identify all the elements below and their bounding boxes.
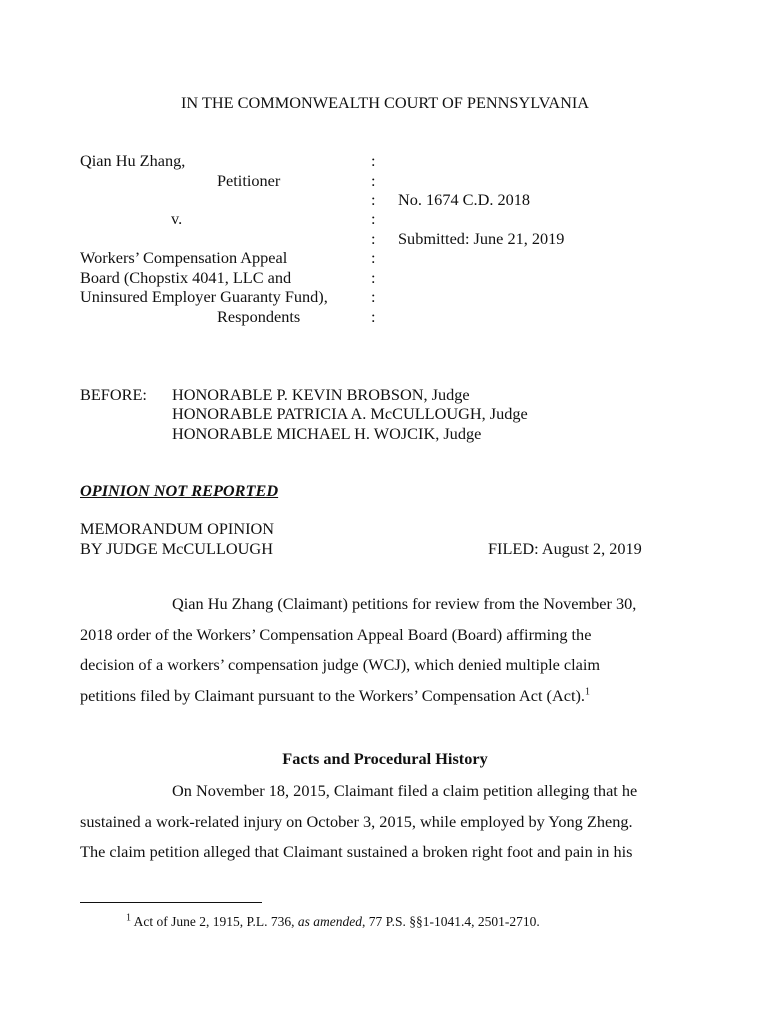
caption-colon: : [371, 171, 376, 190]
opinion-author: BY JUDGE McCULLOUGH [80, 539, 273, 558]
caption-colon: : [371, 151, 376, 170]
respondent-role: Respondents [217, 307, 301, 326]
judge-line-3: HONORABLE MICHAEL H. WOJCIK, Judge [172, 424, 482, 443]
versus: v. [171, 209, 183, 228]
docket-number: No. 1674 C.D. 2018 [398, 190, 531, 209]
filed-date: FILED: August 2, 2019 [488, 539, 642, 558]
opinion-not-reported: OPINION NOT REPORTED [80, 481, 279, 500]
footnote-text: Act of June 2, 1915, P.L. 736, [133, 914, 298, 929]
caption-colon: : [371, 190, 376, 209]
judge-line-1: HONORABLE P. KEVIN BROBSON, Judge [172, 385, 470, 404]
court-title: IN THE COMMONWEALTH COURT OF PENNSYLVANIA [180, 93, 590, 112]
paragraph-line: decision of a workers’ compensation judge (WCJ), which denied multiple claim [80, 655, 601, 675]
footnote [126, 914, 540, 930]
footnote-reference: 1 [584, 686, 590, 698]
petitioner-name: Qian Hu Zhang, [80, 151, 186, 170]
footnote-italic: as amended [297, 914, 363, 929]
footnote-text-end: , 77 P.S. §§1-1041.4, 2501-2710. [362, 914, 540, 929]
paragraph-line: sustained a work-related injury on October 3, 2015, while employed by Yong Zheng. [80, 811, 633, 831]
paragraph-line: The claim petition alleged that Claimant sustained a broken right foot and pain in his [80, 842, 633, 862]
judge-line-2: HONORABLE PATRICIA A. McCULLOUGH, Judge [172, 404, 528, 423]
caption-colon: : [371, 268, 376, 287]
paragraph-line: 2018 order of the Workers’ Compensation Appeal Board (Board) affirming the [80, 624, 592, 644]
paragraph-line: Qian Hu Zhang (Claimant) petitions for review from the November 30, [172, 594, 637, 613]
caption-colon: : [371, 248, 376, 267]
footnote-marker: 1 [126, 912, 131, 924]
before-label: BEFORE: [80, 385, 147, 404]
submitted-date: Submitted: June 21, 2019 [398, 229, 565, 248]
caption-colon: : [371, 209, 376, 228]
paragraph-facts [80, 781, 688, 873]
paragraph-intro [80, 594, 688, 717]
respondent-line-1: Workers’ Compensation Appeal [80, 248, 288, 267]
respondent-line-2: Board (Chopstix 4041, LLC and [80, 268, 292, 287]
caption-colon: : [371, 229, 376, 248]
caption-colon: : [371, 287, 376, 306]
respondent-line-3: Uninsured Employer Guaranty Fund), [80, 287, 328, 306]
section-heading: Facts and Procedural History [282, 749, 488, 768]
petitioner-role: Petitioner [217, 171, 281, 190]
paragraph-line-text: petitions filed by Claimant pursuant to the Workers’ Compensation Act (Act). [80, 686, 585, 706]
paragraph-line-last [80, 686, 688, 717]
caption-colon: : [371, 307, 376, 326]
footnote-divider [80, 902, 262, 903]
memorandum-opinion: MEMORANDUM OPINION [80, 519, 275, 538]
paragraph-line: On November 18, 2015, Claimant filed a claim petition alleging that he [172, 781, 638, 800]
